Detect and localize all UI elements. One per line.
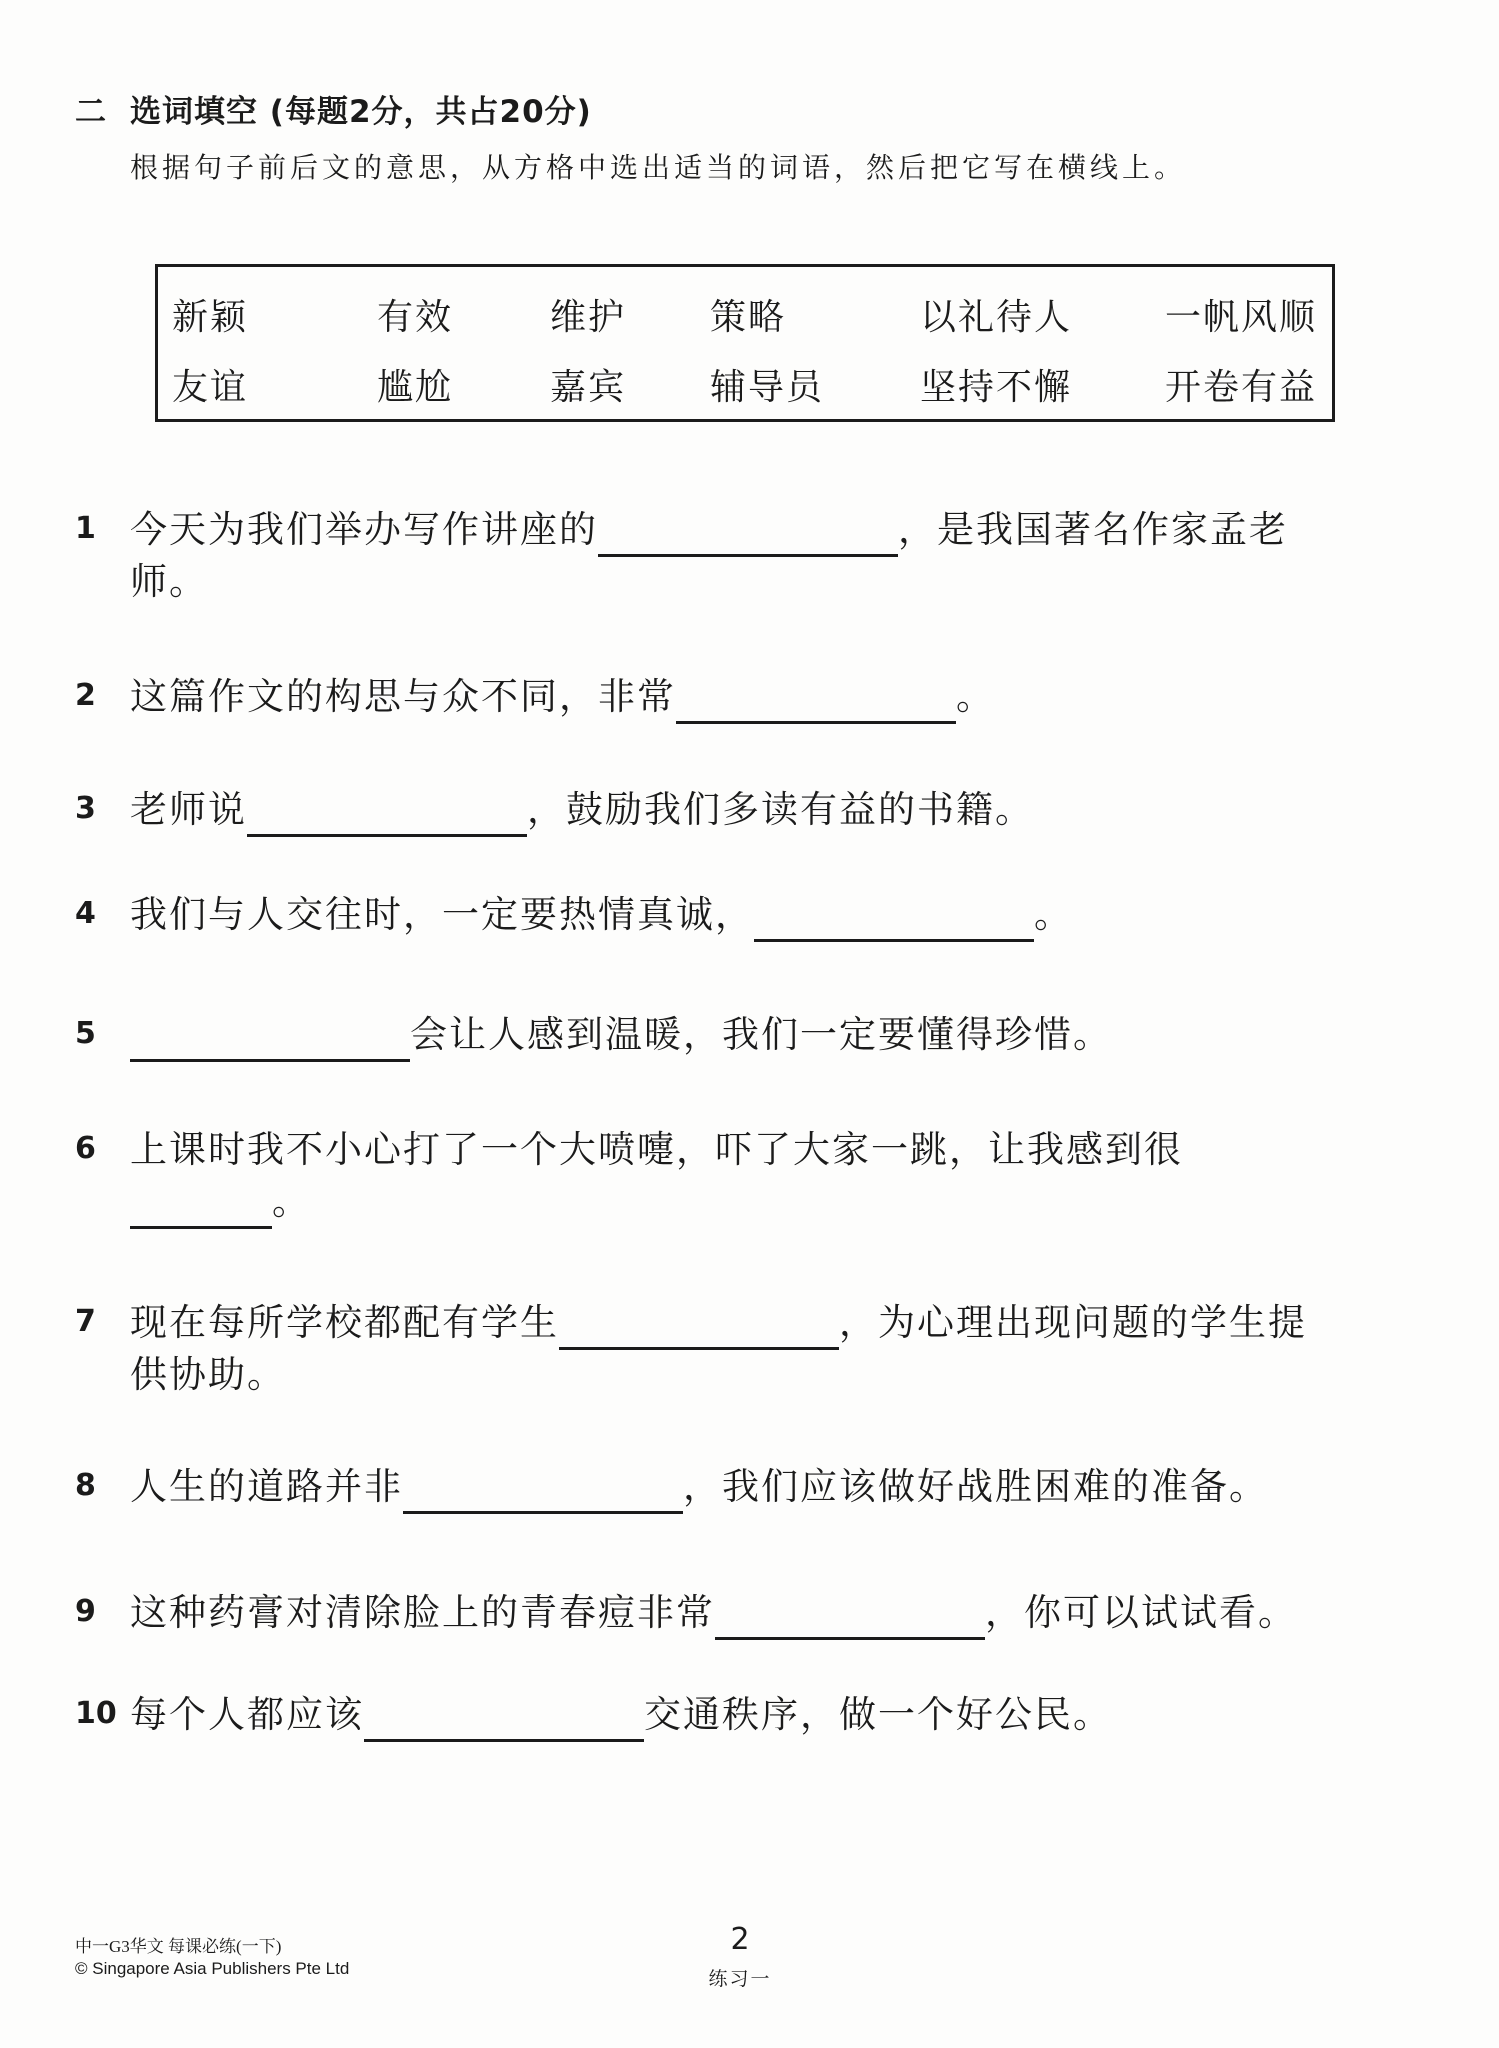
question-2-post: 。 (956, 677, 995, 718)
question-10 (75, 1690, 1320, 1742)
question-1 (75, 505, 1320, 609)
question-4-pre: 我们与人交往时，一定要热情真诚， (130, 895, 754, 936)
question-6 (75, 1125, 1320, 1229)
word-bank-item: 有效 (377, 297, 454, 337)
question-3-answer-blank (247, 794, 527, 837)
question-7-pre: 现在每所学校都配有学生 (130, 1303, 559, 1344)
question-10-number: 10 (75, 1696, 117, 1731)
section-header (75, 86, 592, 131)
question-3-post: ，鼓励我们多读有益的书籍。 (527, 790, 1034, 831)
question-7-answer-blank (559, 1307, 839, 1350)
section-number: 二 (75, 94, 107, 130)
question-1-number: 1 (75, 511, 96, 546)
question-5-text (130, 1010, 1320, 1062)
word-bank-box (155, 264, 1335, 422)
question-10-text (130, 1690, 1320, 1742)
question-9-post: ，你可以试试看。 (985, 1593, 1297, 1634)
word-bank-item: 维护 (550, 297, 627, 337)
question-3-text (130, 785, 1320, 837)
question-6-text (130, 1125, 1320, 1229)
word-bank-item: 一帆风顺 (1165, 297, 1318, 337)
question-6-pre: 上课时我不小心打了一个大喷嚏，吓了大家一跳，让我感到很 (130, 1130, 1183, 1171)
question-8-post: ，我们应该做好战胜困难的准备。 (683, 1467, 1268, 1508)
page-number: 2 (730, 1922, 750, 1957)
question-8-answer-blank (403, 1471, 683, 1514)
question-1-text (130, 505, 1320, 609)
question-9-pre: 这种药膏对清除脸上的青春痘非常 (130, 1593, 715, 1634)
word-bank-item: 尴尬 (377, 367, 454, 407)
word-bank-item: 以礼待人 (920, 297, 1073, 337)
question-7-post: ，为心理出现问题的学生提供协助。 (130, 1303, 1307, 1396)
question-5 (75, 1010, 1320, 1062)
footer-book-title: 中一G3华文 每课必练(一下) (75, 1937, 282, 1956)
question-4-post: 。 (1034, 895, 1073, 936)
question-8 (75, 1462, 1320, 1514)
question-6-post: 。 (272, 1182, 311, 1223)
question-9-answer-blank (715, 1597, 985, 1640)
question-8-number: 8 (75, 1468, 96, 1503)
question-7 (75, 1298, 1320, 1402)
footer-copyright: © Singapore Asia Publishers Pte Ltd (75, 1959, 350, 1978)
question-2-number: 2 (75, 678, 96, 713)
question-10-answer-blank (364, 1699, 644, 1742)
question-1-answer-blank (598, 514, 898, 557)
question-9-number: 9 (75, 1594, 96, 1629)
word-bank-item: 开卷有益 (1165, 367, 1318, 407)
question-10-post: 交通秩序，做一个好公民。 (644, 1695, 1112, 1736)
question-7-text (130, 1298, 1320, 1402)
question-2-pre: 这篇作文的构思与众不同，非常 (130, 677, 676, 718)
word-bank-item: 策略 (710, 297, 787, 337)
question-3-pre: 老师说 (130, 790, 247, 831)
question-4-number: 4 (75, 896, 96, 931)
question-2-text (130, 672, 1320, 724)
question-1-pre: 今天为我们举办写作讲座的 (130, 510, 598, 551)
word-bank-item: 坚持不懈 (920, 367, 1073, 407)
question-4-text (130, 890, 1320, 942)
question-3-number: 3 (75, 791, 96, 826)
question-8-text (130, 1462, 1320, 1514)
question-2 (75, 672, 1320, 724)
section-title: 选词填空 (每题2分，共占20分) (130, 94, 592, 130)
question-6-answer-blank (130, 1186, 272, 1229)
word-bank-item: 嘉宾 (550, 367, 627, 407)
question-8-pre: 人生的道路并非 (130, 1467, 403, 1508)
word-bank-item: 辅导员 (710, 367, 825, 407)
question-6-number: 6 (75, 1131, 96, 1166)
question-4 (75, 890, 1320, 942)
question-7-number: 7 (75, 1304, 96, 1339)
word-bank-item: 友谊 (172, 367, 249, 407)
question-1-post: ，是我国著名作家孟老师。 (130, 510, 1288, 603)
word-bank-item: 新颖 (172, 297, 249, 337)
question-10-pre: 每个人都应该 (130, 1695, 364, 1736)
section-instruction: 根据句子前后文的意思，从方格中选出适当的词语，然后把它写在横线上。 (130, 151, 1187, 184)
question-2-answer-blank (676, 681, 956, 724)
question-9 (75, 1588, 1320, 1640)
question-5-answer-blank (130, 1019, 410, 1062)
question-4-answer-blank (754, 899, 1034, 942)
question-9-text (130, 1588, 1320, 1640)
exercise-label: 练习一 (708, 1969, 772, 1990)
question-3 (75, 785, 1320, 837)
question-5-number: 5 (75, 1016, 96, 1051)
question-5-post: 会让人感到温暖，我们一定要懂得珍惜。 (410, 1015, 1112, 1056)
